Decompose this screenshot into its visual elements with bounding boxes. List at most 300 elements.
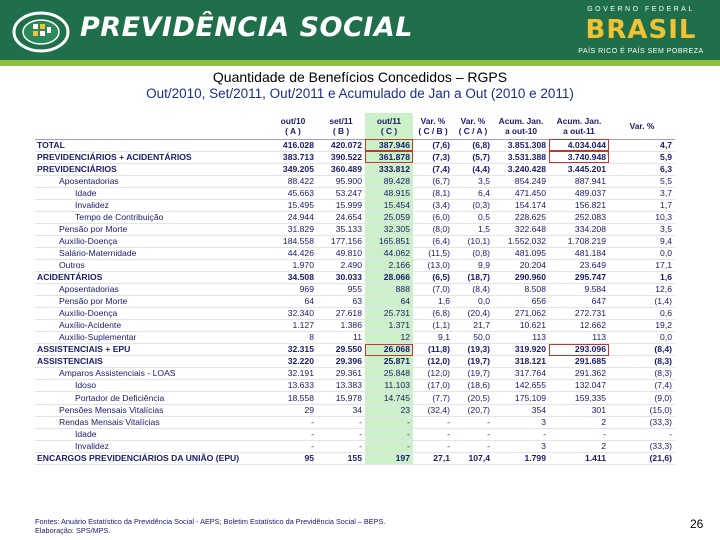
table-cell: 318.121 [493,356,549,368]
row-label: Aposentadorias [35,175,269,187]
table-cell: (6,8) [413,308,453,320]
table-cell: (3,4) [413,199,453,211]
table-cell: 3.240.428 [493,163,549,175]
row-label: Amparos Assistenciais - LOAS [35,368,269,380]
table-cell: 854.249 [493,175,549,187]
table-cell: 64 [365,296,413,308]
row-label: ASSISTENCIAIS [35,356,269,368]
table-cell: 154.174 [493,199,549,211]
table-cell: 301 [549,404,609,416]
table-cell: (20,7) [453,404,493,416]
table-cell: 2.490 [317,259,365,271]
table-cell: 44.062 [365,247,413,259]
table-cell: 1.970 [269,259,317,271]
row-label: Invalidez [35,440,269,452]
table-cell: 1.799 [493,452,549,464]
table-cell: 4,7 [609,139,675,151]
sources-footer [35,517,385,535]
table-row [35,368,675,380]
table-row [35,392,675,404]
table-row [35,259,675,271]
row-label: Auxílio-Acidente [35,320,269,332]
table-cell: 88.422 [269,175,317,187]
row-label: Auxílio-Suplementar [35,332,269,344]
table-cell: 9,1 [413,332,453,344]
table-cell: 0,6 [609,308,675,320]
table-cell: 887.941 [549,175,609,187]
table-cell: 383.713 [269,151,317,163]
table-cell: 969 [269,284,317,296]
table-cell: 32.191 [269,368,317,380]
table-cell: 12 [365,332,413,344]
table-cell: 15.454 [365,199,413,211]
table-cell: 354 [493,404,549,416]
table-cell: 5,9 [609,151,675,163]
table-cell: 420.072 [317,139,365,151]
column-header-line: ( B ) [332,125,350,136]
table-cell: 107,4 [453,452,493,464]
table-cell: 9,4 [609,235,675,247]
table-cell: 32.220 [269,356,317,368]
table-cell: 44.426 [269,247,317,259]
table-row [35,344,675,356]
table-cell: (8,0) [413,223,453,235]
table-cell: (12,0) [413,356,453,368]
table-row [35,380,675,392]
table-cell: 481.184 [549,247,609,259]
table-cell: 3.851.308 [493,139,549,151]
benefits-table [35,113,675,465]
table-cell: 481.095 [493,247,549,259]
table-cell: 319.920 [493,344,549,356]
table-cell: 334.208 [549,223,609,235]
table-cell: 9.584 [549,284,609,296]
table-cell: 34 [317,404,365,416]
table-cell: (1,1) [413,320,453,332]
table-cell: 32.315 [269,344,317,356]
table-cell: (7,3) [413,151,453,163]
table-cell: 48.915 [365,187,413,199]
table-cell: 159.335 [549,392,609,404]
column-header-line: Var. % [420,115,446,126]
table-row [35,151,675,163]
table-cell: - [413,428,453,440]
gov-slogan-text: PAÍS RICO É PAÍS SEM POBREZA [578,48,704,55]
table-cell: 360.489 [317,163,365,175]
table-cell: 252.083 [549,211,609,223]
table-cell: (4,4) [453,163,493,175]
row-label: Idade [35,428,269,440]
table-cell: 26.068 [365,344,413,356]
column-header-line: out/10 [280,115,306,126]
table-cell: 271.062 [493,308,549,320]
table-cell: (13,0) [413,259,453,271]
table-row [35,296,675,308]
table-cell: (6,8) [453,139,493,151]
column-header [609,113,675,139]
column-header [317,113,365,139]
table-cell: - [365,416,413,428]
table-row [35,428,675,440]
table-cell: 14.745 [365,392,413,404]
column-header-line: ( C / A ) [458,125,488,136]
table-cell: 8.508 [493,284,549,296]
table-row [35,404,675,416]
table-cell: 3,5 [609,223,675,235]
table-cell: 416.028 [269,139,317,151]
footer-sources: Fontes: Anuário Estatístico da Previdência Social - AEPS; Boletim Estatístico da Previdência Social – BEPS. [35,517,386,526]
table-cell: 317.764 [493,368,549,380]
table-cell: (21,6) [609,452,675,464]
table-cell: 12,6 [609,284,675,296]
table-cell: - [493,428,549,440]
table-cell: - [317,440,365,452]
table-row [35,211,675,223]
table-cell: (8,4) [609,344,675,356]
column-header [365,113,413,139]
table-cell: 322.648 [493,223,549,235]
table-cell: 647 [549,296,609,308]
table-cell: - [269,416,317,428]
table-row [35,247,675,259]
gov-top-text: GOVERNO FEDERAL [587,6,695,13]
table-cell: 35.133 [317,223,365,235]
table-cell: 361.878 [365,151,413,163]
table-cell: 295.747 [549,272,609,284]
table-row [35,284,675,296]
table-cell: 18.558 [269,392,317,404]
row-label: PREVIDENCIÁRIOS + ACIDENTÁRIOS [35,151,269,163]
table-cell: 13.633 [269,380,317,392]
table-header-row [35,113,675,139]
table-cell: 95.900 [317,175,365,187]
table-cell: 184.558 [269,235,317,247]
column-header [413,113,453,139]
table-cell: 955 [317,284,365,296]
table-cell: 17,1 [609,259,675,271]
table-cell: 3.445.201 [549,163,609,175]
row-label: Pensão por Morte [35,223,269,235]
table-cell: (9,0) [609,392,675,404]
table-cell: 387.946 [365,139,413,151]
table-cell: 29.396 [317,356,365,368]
row-label: ENCARGOS PREVIDENCIÁRIOS DA UNIÃO (EPU) [35,452,269,464]
table-cell: (19,7) [453,368,493,380]
table-cell: (15,0) [609,404,675,416]
column-header [35,113,269,139]
table-cell: (18,7) [453,272,493,284]
table-cell: 1,7 [609,199,675,211]
table-cell: - [413,440,453,452]
row-label: Idade [35,187,269,199]
table-cell: 23.649 [549,259,609,271]
table-cell: 29.361 [317,368,365,380]
table-cell: (7,4) [413,163,453,175]
table-cell: (0,8) [453,247,493,259]
table-row [35,139,675,151]
page-subtitle: Out/2010, Set/2011, Out/2011 e Acumulado de Jan a Out (2010 e 2011) [146,86,574,101]
table-cell: 1.552.032 [493,235,549,247]
table-cell: - [453,428,493,440]
table-cell: 5,5 [609,175,675,187]
table-cell: 8 [269,332,317,344]
table-row [35,356,675,368]
table-cell: (10,1) [453,235,493,247]
table-cell: 19,2 [609,320,675,332]
table-cell: 293.096 [549,344,609,356]
table-cell: - [413,416,453,428]
table-cell: (11,5) [413,247,453,259]
table-row [35,223,675,235]
table-cell: 32.340 [269,308,317,320]
table-cell: - [269,428,317,440]
table-cell: 1,6 [413,296,453,308]
table-cell: (8,3) [609,368,675,380]
table-cell: 89.428 [365,175,413,187]
table-cell: 30.033 [317,272,365,284]
table-cell: 2.166 [365,259,413,271]
table-cell: 25.059 [365,211,413,223]
logo-text: PREVIDÊNCIA SOCIAL [80,12,413,43]
table-cell: 64 [269,296,317,308]
table-row [35,320,675,332]
column-header-line: ( C ) [380,125,398,136]
table-cell: 95 [269,452,317,464]
table-cell: 155 [317,452,365,464]
table-cell: (12,0) [413,368,453,380]
table-cell: (18,6) [453,380,493,392]
table-cell: 20.204 [493,259,549,271]
table-cell: 29.550 [317,344,365,356]
table-cell: 291.685 [549,356,609,368]
table-cell: 156.821 [549,199,609,211]
table-cell: 2 [549,416,609,428]
table-cell: - [317,428,365,440]
table-row [35,452,675,464]
row-label: ASSISTENCIAIS + EPU [35,344,269,356]
table-cell: (7,7) [413,392,453,404]
table-cell: 25.848 [365,368,413,380]
row-label: Pensões Mensais Vitalícias [35,404,269,416]
table-cell: 28.066 [365,272,413,284]
column-header-line: Acum. Jan. [498,115,544,126]
table-cell: 228.625 [493,211,549,223]
table-cell: 45.663 [269,187,317,199]
table-cell: 3,7 [609,187,675,199]
table-cell: 4.034.044 [549,139,609,151]
table-cell: - [269,440,317,452]
table-cell: 142.655 [493,380,549,392]
table-cell: - [365,428,413,440]
table-cell: (20,4) [453,308,493,320]
column-header-line: set/11 [329,115,353,126]
footer-elaboration: Elaboração: SPS/MPS. [35,526,111,535]
row-label: Salário-Maternidade [35,247,269,259]
table-cell: 0,0 [453,296,493,308]
table-cell: (33,3) [609,416,675,428]
table-row [35,235,675,247]
table-cell: 27.618 [317,308,365,320]
column-header [453,113,493,139]
row-label: Tempo de Contribuição [35,211,269,223]
table-cell: 25.871 [365,356,413,368]
table-cell: 1.127 [269,320,317,332]
table-cell: 63 [317,296,365,308]
column-header-line: a out-11 [563,125,595,136]
table-cell: 49.810 [317,247,365,259]
table-cell: 11 [317,332,365,344]
table-cell: 3.531.388 [493,151,549,163]
table-cell: - [549,428,609,440]
table-cell: 197 [365,452,413,464]
column-header-line: Acum. Jan. [556,115,602,126]
table-cell: 12.662 [549,320,609,332]
table-cell: 32.305 [365,223,413,235]
table-cell: 0,0 [609,247,675,259]
table-cell: (6,5) [413,272,453,284]
column-header-line: ( C / B ) [418,125,448,136]
table-cell: (1,4) [609,296,675,308]
table-cell: 31.829 [269,223,317,235]
row-label: Aposentadorias [35,284,269,296]
table-row [35,416,675,428]
table-cell: (6,4) [413,235,453,247]
previdencia-logo-icon [12,10,70,54]
table-cell: (8,1) [413,187,453,199]
table-row [35,308,675,320]
table-cell: 489.037 [549,187,609,199]
row-label: Auxílio-Doença [35,235,269,247]
table-cell: 349.205 [269,163,317,175]
table-cell: 24.654 [317,211,365,223]
table-cell: 50,0 [453,332,493,344]
table-cell: 13.383 [317,380,365,392]
column-header [493,113,549,139]
table-cell: (19,7) [453,356,493,368]
table-cell: - [317,416,365,428]
table-cell: (6,7) [413,175,453,187]
row-label: Portador de Deficiência [35,392,269,404]
table-cell: 888 [365,284,413,296]
table-cell: 3 [493,440,549,452]
table-cell: 15.495 [269,199,317,211]
table-cell: 53.247 [317,187,365,199]
row-label: Pensão por Morte [35,296,269,308]
row-label: ACIDENTÁRIOS [35,272,269,284]
column-header [269,113,317,139]
table-cell: (11,8) [413,344,453,356]
table-cell: 165.851 [365,235,413,247]
table-cell: (7,0) [413,284,453,296]
table-cell: 11.103 [365,380,413,392]
gov-brasil-text: BRASIL [585,15,697,45]
table-cell: (6,0) [413,211,453,223]
row-label: TOTAL [35,139,269,151]
table-cell: - [609,428,675,440]
table-cell: - [365,440,413,452]
column-header-line: ( A ) [285,125,301,136]
table-cell: 29 [269,404,317,416]
page-title: Quantidade de Benefícios Concedidos – RGPS [212,69,508,85]
table-cell: 1,5 [453,223,493,235]
table-cell: 27,1 [413,452,453,464]
row-label: Idoso [35,380,269,392]
table-cell: 0,5 [453,211,493,223]
table-cell: 3 [493,416,549,428]
table-row [35,163,675,175]
table-cell: 333.812 [365,163,413,175]
table-cell: 15.999 [317,199,365,211]
table-cell: 34.508 [269,272,317,284]
table-cell: - [453,416,493,428]
table-cell: - [453,440,493,452]
table-cell: (0,3) [453,199,493,211]
table-row [35,440,675,452]
row-label: PREVIDENCIÁRIOS [35,163,269,175]
header-banner [0,0,720,66]
table-cell: 656 [493,296,549,308]
row-label: Outros [35,259,269,271]
table-cell: 113 [493,332,549,344]
table-row [35,187,675,199]
table-cell: (33,3) [609,440,675,452]
row-label: Auxílio-Doença [35,308,269,320]
page-number: 26 [690,517,704,531]
table-cell: (8,4) [453,284,493,296]
table-cell: 25.731 [365,308,413,320]
table-cell: 6,3 [609,163,675,175]
table-cell: 9,9 [453,259,493,271]
column-header [549,113,609,139]
table-row [35,272,675,284]
table-cell: 15.978 [317,392,365,404]
benefits-table-container [35,113,675,465]
table-cell: 177.156 [317,235,365,247]
table-cell: 23 [365,404,413,416]
column-header-line: out/11 [376,115,402,126]
column-header-line: a out-10 [504,125,538,136]
governo-federal-logo [570,6,712,58]
table-cell: (20,5) [453,392,493,404]
table-cell: 3.740.948 [549,151,609,163]
table-cell: 6,4 [453,187,493,199]
table-cell: 3,5 [453,175,493,187]
table-cell: 10,3 [609,211,675,223]
table-cell: 291.362 [549,368,609,380]
table-cell: 132.047 [549,380,609,392]
table-cell: 272.731 [549,308,609,320]
table-cell: 1.411 [549,452,609,464]
table-row [35,332,675,344]
table-cell: 175.109 [493,392,549,404]
table-cell: 390.522 [317,151,365,163]
table-cell: (17,0) [413,380,453,392]
table-cell: 471.450 [493,187,549,199]
table-cell: (8,3) [609,356,675,368]
table-row [35,175,675,187]
table-cell: (7,4) [609,380,675,392]
table-cell: (19,3) [453,344,493,356]
table-cell: 21,7 [453,320,493,332]
table-cell: 1.708.219 [549,235,609,247]
table-cell: 1.386 [317,320,365,332]
table-cell: 113 [549,332,609,344]
table-cell: 290.960 [493,272,549,284]
table-cell: 1,6 [609,272,675,284]
table-cell: 1.371 [365,320,413,332]
table-cell: 0,0 [609,332,675,344]
table-cell: (7,6) [413,139,453,151]
